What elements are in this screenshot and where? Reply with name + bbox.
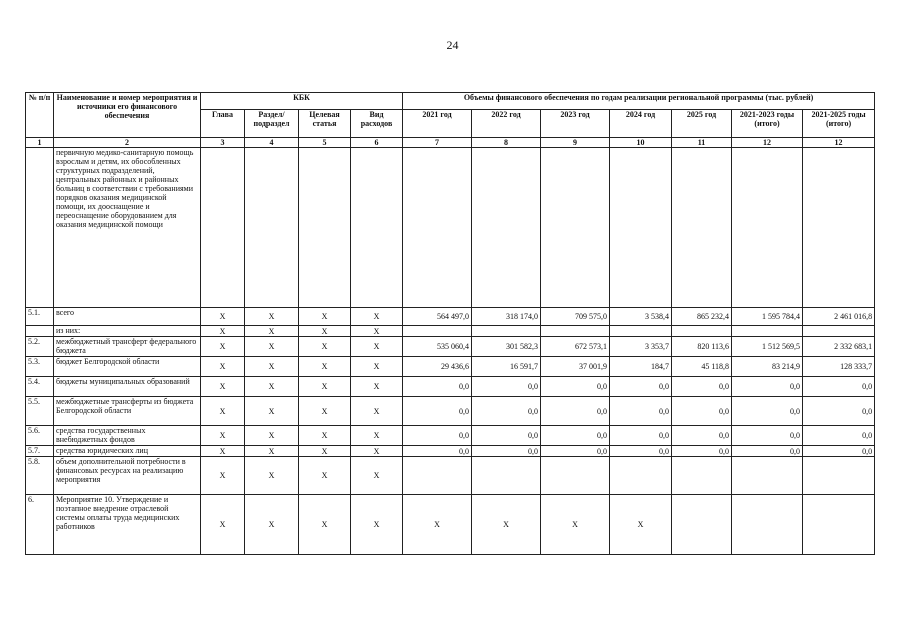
value-cell: 0,0 [732,446,803,457]
kbk-cell: X [351,446,403,457]
kbk-cell: X [299,308,351,326]
value-cell: 0,0 [541,397,610,426]
column-number: 6 [351,138,403,148]
value-cell: X [610,495,672,555]
kbk-cell: X [351,457,403,495]
value-cell [472,326,541,337]
table-row [26,495,875,555]
table-row [26,357,875,377]
row-num [26,148,54,308]
value-cell: 2 332 683,1 [803,337,875,357]
value-cell: 3 538,4 [610,308,672,326]
value-cell: 0,0 [672,397,732,426]
header-kbk-razdel: Раздел/ подраздел [245,110,299,138]
kbk-cell: X [245,357,299,377]
column-number: 1 [26,138,54,148]
kbk-cell: X [201,397,245,426]
value-cell: 0,0 [732,377,803,397]
page-number: 24 [446,38,459,52]
value-cell: 0,0 [403,426,472,446]
value-cell: 0,0 [803,446,875,457]
kbk-cell: X [201,337,245,357]
value-cell [610,326,672,337]
table-row [26,397,875,426]
header-total-2021-2023: 2021-2023 годы (итого) [732,110,803,138]
value-cell [672,326,732,337]
kbk-cell: X [245,397,299,426]
value-cell: 83 214,9 [732,357,803,377]
column-number: 9 [541,138,610,148]
row-name: средства юридических лиц [54,446,201,457]
kbk-cell: X [351,326,403,337]
value-cell: 128 333,7 [803,357,875,377]
value-cell: 0,0 [403,377,472,397]
row-name: Мероприятие 10. Утверждение и поэтапное внедрение отраслевой системы оплаты труда медицинских работников [54,495,201,555]
value-cell: 865 232,4 [672,308,732,326]
value-cell: 184,7 [610,357,672,377]
header-year-2025: 2025 год [672,110,732,138]
value-cell: 0,0 [803,426,875,446]
row-num [26,326,54,337]
row-name: межбюджетный трансферт федерального бюджета [54,337,201,357]
kbk-cell: X [201,426,245,446]
value-cell [541,326,610,337]
value-cell: 0,0 [472,426,541,446]
kbk-cell: X [299,446,351,457]
table-row [26,337,875,357]
value-cell: 0,0 [672,377,732,397]
value-cell: 672 573,1 [541,337,610,357]
value-cell [732,495,803,555]
value-cell: 0,0 [672,446,732,457]
kbk-cell: X [201,457,245,495]
header-volumes: Объемы финансового обеспечения по годам реализации региональной программы (тыс. рублей) [403,93,875,110]
column-number: 2 [54,138,201,148]
value-cell [541,457,610,495]
row-name: бюджет Белгородской области [54,357,201,377]
value-cell: 0,0 [610,397,672,426]
column-number: 10 [610,138,672,148]
row-num: 5.8. [26,457,54,495]
row-name: межбюджетные трансферты из бюджета Белгородской области [54,397,201,426]
table-row [26,457,875,495]
row-name: объем дополнительной потребности в финансовых ресурсах на реализацию мероприятия [54,457,201,495]
value-cell: 0,0 [472,446,541,457]
column-number: 12 [732,138,803,148]
kbk-cell: X [351,397,403,426]
header-kbk-statya: Целевая статья [299,110,351,138]
kbk-cell: X [351,308,403,326]
value-cell: 0,0 [403,397,472,426]
kbk-cell: X [245,308,299,326]
value-cell [403,457,472,495]
kbk-cell: X [299,377,351,397]
value-cell: 0,0 [610,446,672,457]
value-cell [803,457,875,495]
value-cell: 0,0 [472,397,541,426]
table-row [26,446,875,457]
column-number: 11 [672,138,732,148]
row-num: 5.3. [26,357,54,377]
kbk-cell: X [351,377,403,397]
header-kbk-vid: Вид расходов [351,110,403,138]
value-cell: 0,0 [732,397,803,426]
continuation-row [26,148,875,308]
row-name: бюджеты муниципальных образований [54,377,201,397]
kbk-cell: X [299,337,351,357]
header-year-2023: 2023 год [541,110,610,138]
value-cell: X [472,495,541,555]
kbk-cell: X [245,377,299,397]
header-num: № п/п [26,93,54,138]
value-cell: 0,0 [803,397,875,426]
kbk-cell: X [299,326,351,337]
value-cell: 16 591,7 [472,357,541,377]
row-num: 5.1. [26,308,54,326]
value-cell: 709 575,0 [541,308,610,326]
row-num: 5.5. [26,397,54,426]
column-number: 3 [201,138,245,148]
value-cell [472,457,541,495]
header-year-2024: 2024 год [610,110,672,138]
value-cell: 535 060,4 [403,337,472,357]
value-cell: 301 582,3 [472,337,541,357]
financing-table [25,92,875,555]
header-total-2021-2025: 2021-2025 годы (итого) [803,110,875,138]
column-number: 4 [245,138,299,148]
value-cell: 0,0 [541,426,610,446]
header-year-2022: 2022 год [472,110,541,138]
row-num: 5.7. [26,446,54,457]
value-cell: X [541,495,610,555]
column-number: 12 [803,138,875,148]
value-cell [732,326,803,337]
row-num: 5.2. [26,337,54,357]
kbk-cell: X [299,357,351,377]
value-cell: 0,0 [803,377,875,397]
kbk-cell: X [245,326,299,337]
kbk-cell: X [245,495,299,555]
row-name: всего [54,308,201,326]
kbk-cell: X [351,426,403,446]
kbk-cell: X [299,426,351,446]
value-cell: 1 512 569,5 [732,337,803,357]
value-cell: 0,0 [403,446,472,457]
value-cell: 29 436,6 [403,357,472,377]
kbk-cell: X [201,377,245,397]
value-cell: X [403,495,472,555]
value-cell: 0,0 [541,377,610,397]
value-cell: 0,0 [472,377,541,397]
table-row [26,308,875,326]
table-row [26,377,875,397]
value-cell: 0,0 [541,446,610,457]
value-cell: 45 118,8 [672,357,732,377]
value-cell [403,326,472,337]
kbk-cell: X [351,495,403,555]
kbk-cell: X [201,495,245,555]
value-cell: 1 595 784,4 [732,308,803,326]
table-row [26,326,875,337]
value-cell: 0,0 [610,426,672,446]
value-cell: 2 461 016,8 [803,308,875,326]
row-num: 5.4. [26,377,54,397]
header-kbk-glava: Глава [201,110,245,138]
kbk-cell: X [201,308,245,326]
column-number: 5 [299,138,351,148]
row-name: средства государственных внебюджетных фондов [54,426,201,446]
kbk-cell: X [351,357,403,377]
value-cell: 0,0 [732,426,803,446]
value-cell: 0,0 [672,426,732,446]
table-row [26,426,875,446]
value-cell [732,457,803,495]
column-number: 8 [472,138,541,148]
value-cell: 37 001,9 [541,357,610,377]
column-number: 7 [403,138,472,148]
kbk-cell: X [245,337,299,357]
value-cell: 318 174,0 [472,308,541,326]
value-cell [803,326,875,337]
kbk-cell: X [201,446,245,457]
kbk-cell: X [201,326,245,337]
column-numbers-row [26,138,875,148]
header-year-2021: 2021 год [403,110,472,138]
row-num: 6. [26,495,54,555]
value-cell [610,457,672,495]
header-kbk: КБК [201,93,403,110]
continuation-text: первичную медико-санитарную помощь взрослым и детям, их обособленных структурных подразделений, центральных районных и районных больниц в соответствии с требованиями порядков оказания медицинской помощи, их дооснащение и переоснащение оборудованием для оказания медицинской помощи [54,148,201,308]
value-cell: 0,0 [610,377,672,397]
kbk-cell: X [245,446,299,457]
kbk-cell: X [299,457,351,495]
row-num: 5.6. [26,426,54,446]
value-cell [803,495,875,555]
kbk-cell: X [299,397,351,426]
row-name: из них: [54,326,201,337]
kbk-cell: X [245,457,299,495]
header-name: Наименование и номер мероприятия и источники его финансового обеспечения [54,93,201,138]
value-cell: 564 497,0 [403,308,472,326]
value-cell [672,495,732,555]
value-cell: 3 353,7 [610,337,672,357]
kbk-cell: X [201,357,245,377]
kbk-cell: X [245,426,299,446]
kbk-cell: X [299,495,351,555]
value-cell [672,457,732,495]
value-cell: 820 113,6 [672,337,732,357]
kbk-cell: X [351,337,403,357]
